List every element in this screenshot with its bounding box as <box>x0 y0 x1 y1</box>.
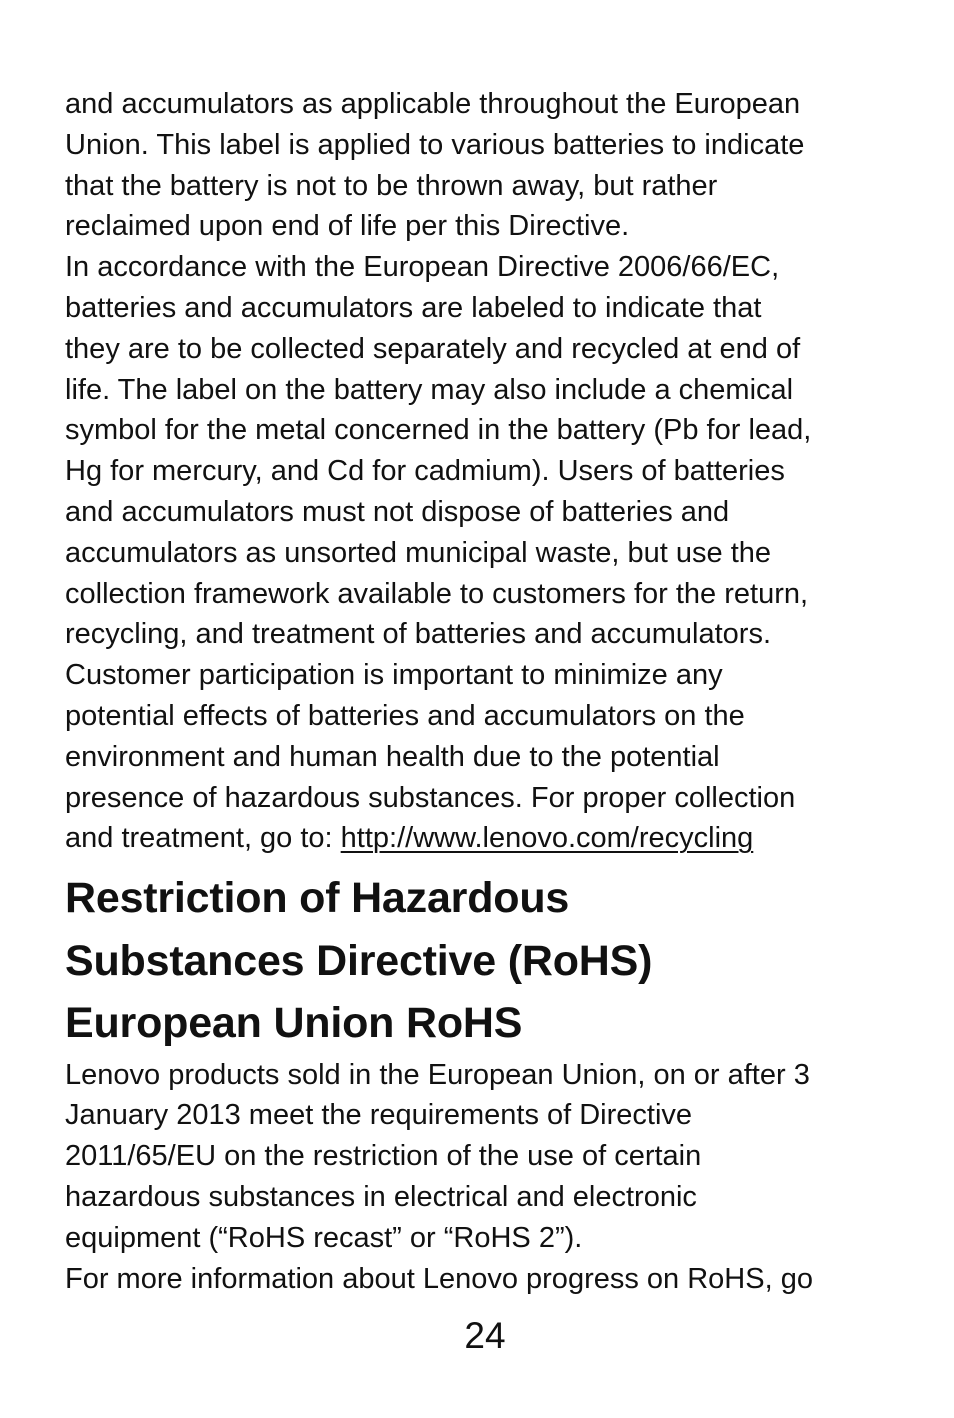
text-line: hazardous substances in electrical and electronic <box>65 1181 697 1214</box>
heading-line: Restriction of Hazardous <box>65 874 570 923</box>
document-page <box>65 84 905 1299</box>
text-line: symbol for the metal concerned in the battery (Pb for lead, <box>65 414 812 447</box>
text-line: Hg for mercury, and Cd for cadmium). Users of batteries <box>65 455 785 488</box>
battery-directive-paragraph <box>65 247 905 859</box>
text-line: presence of hazardous substances. For proper collection <box>65 781 796 814</box>
text-line: and accumulators as applicable throughout the European <box>65 88 801 120</box>
text-line: collection framework available to customers for the return, <box>65 577 809 610</box>
page-number: 24 <box>464 1315 506 1356</box>
text-line: environment and human health due to the potential <box>65 740 720 773</box>
rohs-more-info-paragraph <box>65 1259 905 1300</box>
text-line: 2011/65/EU on the restriction of the use of certain <box>65 1140 702 1173</box>
heading-line: Substances Directive (RoHS) <box>65 936 653 985</box>
text-line: Union. This label is applied to various batteries to indicate <box>65 128 805 161</box>
eu-rohs-heading: European Union RoHS <box>65 999 523 1048</box>
text-line: life. The label on the battery may also include a chemical <box>65 373 794 406</box>
eu-rohs-paragraph <box>65 1055 905 1259</box>
text-line: January 2013 meet the requirements of Directive <box>65 1099 693 1132</box>
text-line: that the battery is not to be thrown away, but rather <box>65 169 718 202</box>
text-line: equipment (“RoHS recast” or “RoHS 2”). <box>65 1221 583 1254</box>
text-line: In accordance with the European Directive 2006/66/EC, <box>65 251 780 284</box>
text-line-prefix: and treatment, go to: <box>65 822 341 855</box>
rohs-section-heading <box>65 867 905 992</box>
battery-label-paragraph <box>65 84 905 247</box>
text-line: reclaimed upon end of life per this Directive. <box>65 210 630 243</box>
text-line: For more information about Lenovo progress on RoHS, go <box>65 1262 813 1295</box>
text-line: Lenovo products sold in the European Union, on or after 3 <box>65 1058 810 1091</box>
text-line-with-link <box>65 818 905 859</box>
text-line: Customer participation is important to minimize any <box>65 659 723 692</box>
text-line: they are to be collected separately and recycled at end of <box>65 332 801 365</box>
text-line: recycling, and treatment of batteries and accumulators. <box>65 618 772 651</box>
text-line: and accumulators must not dispose of batteries and <box>65 495 730 528</box>
text-line: accumulators as unsorted municipal waste, but use the <box>65 536 772 569</box>
text-line: batteries and accumulators are labeled to indicate that <box>65 291 762 324</box>
recycling-link[interactable]: http://www.lenovo.com/recycling <box>340 822 754 855</box>
text-line: potential effects of batteries and accumulators on the <box>65 699 745 732</box>
